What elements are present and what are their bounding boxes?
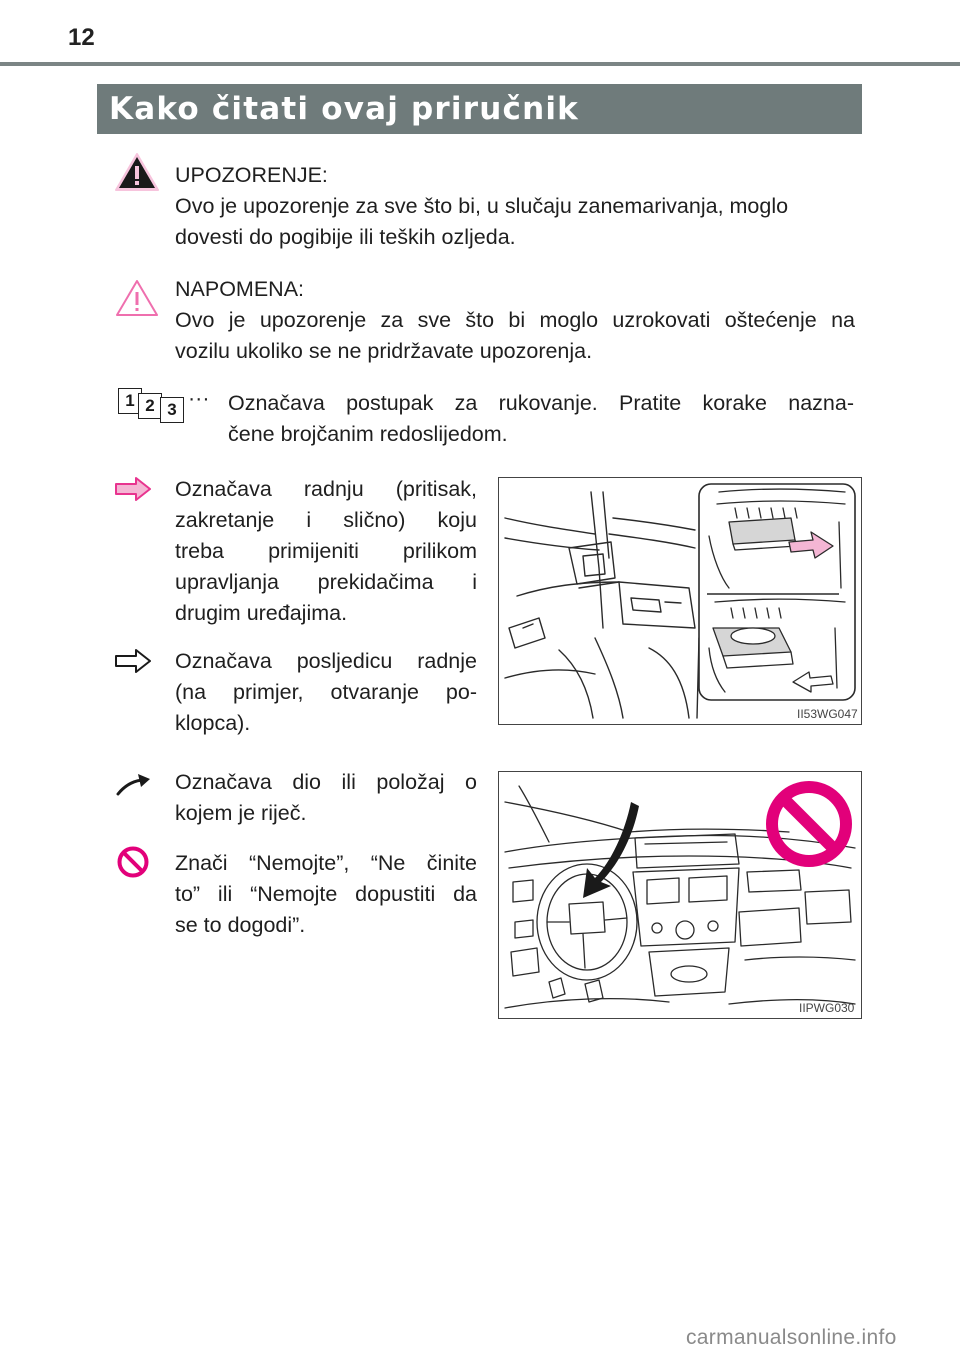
result-text [175,646,477,739]
location-pointer-icon [114,772,154,798]
prohibition-sign [772,787,846,861]
prohibition-text [175,848,477,941]
inset-panel [699,484,855,700]
result-arrow-icon [114,648,152,674]
warning-heading: UPOZORENJE: [175,163,328,187]
step-box-2: 2 [138,393,162,419]
watermark: carmanualsonline.info [686,1326,897,1349]
caution-icon [114,278,160,318]
notice-line: Ovo je upozorenje za sve što bi moglo uzrokovati oštećenje na [175,308,855,332]
cup-holder-drawing [499,478,861,724]
prohibition-line: Znači “Nemojte”, “Ne činite [175,851,477,875]
warning-icon [114,152,160,192]
notice-text [175,274,855,367]
warning-text [175,160,865,253]
dashboard-illustration [498,771,862,1019]
step-numbers-icon [118,388,198,422]
figure-code: II53WG047 [797,707,858,721]
action-text [175,474,477,629]
steps-text [228,388,854,450]
step-box-1: 1 [118,388,142,414]
action-line: Označava radnju (pritisak, [175,477,477,501]
action-line: zakretanje i slično) koju [175,508,477,532]
cup-holder-illustration [498,477,862,725]
notice-heading: NAPOMENA: [175,277,305,301]
prohibition-line: se to dogodi”. [175,913,306,937]
location-text [175,767,477,829]
action-line: drugim uređajima. [175,601,348,625]
notice-line: vozilu ukoliko se ne pridržavate upozorenja. [175,339,593,363]
action-line: treba primijeniti prilikom [175,539,477,563]
step-box-3: 3 [160,397,184,423]
section-title: Kako čitati ovaj priručnik [109,91,579,127]
action-arrow-icon [114,476,152,502]
prohibition-line: to” ili “Nemojte dopustiti da [175,882,477,906]
section-title-bar [97,84,862,134]
location-line: kojem je riječ. [175,801,307,825]
result-line: Označava posljedicu radnje [175,649,477,673]
steps-dots: ··· [188,386,210,410]
result-line: klopca). [175,711,251,735]
location-line: Označava dio ili položaj o [175,770,477,794]
warning-line: dovesti do pogibije ili teških ozljeda. [175,225,516,249]
action-line: upravljanja prekidačima i [175,570,477,594]
steps-line: Označava postupak za rukovanje. Pratite korake nazna- [228,391,854,415]
page-number: 12 [68,24,95,51]
figure-code: IIPWG030 [799,1001,855,1015]
steps-line: čene brojčanim redoslijedom. [228,422,508,446]
dashboard-drawing [499,772,861,1018]
prohibition-icon [116,845,150,879]
top-rule [0,62,960,66]
result-line: (na primjer, otvaranje po- [175,680,477,704]
warning-line: Ovo je upozorenje za sve što bi, u slučaju zanemarivanja, moglo [175,194,789,218]
